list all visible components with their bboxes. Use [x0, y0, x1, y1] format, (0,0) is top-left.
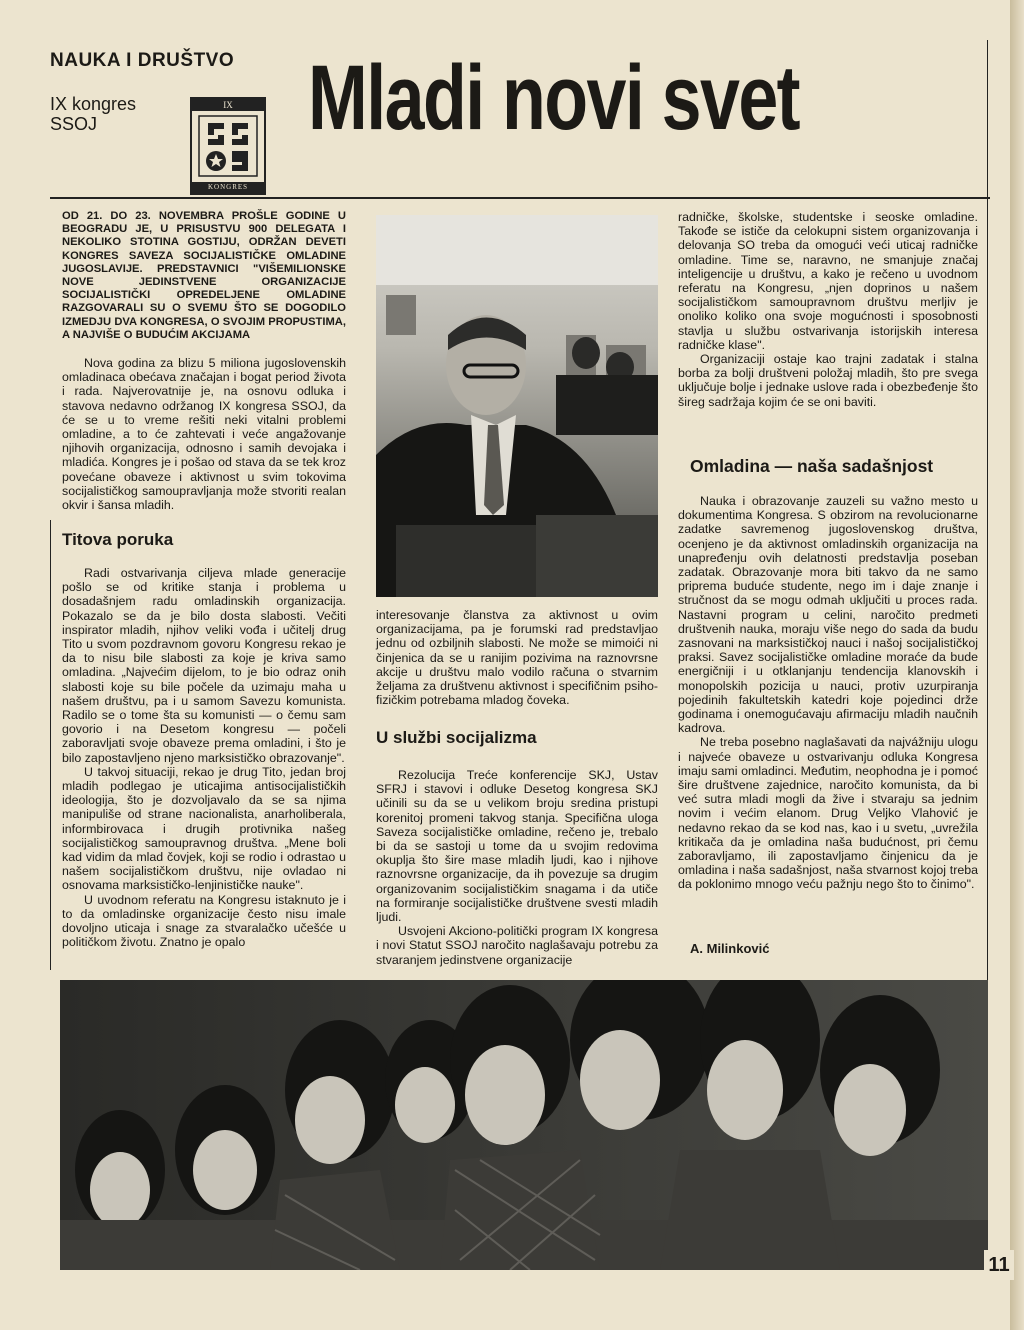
column-2	[376, 608, 658, 707]
col2-paragraph-2: Rezolucija Treće konferencije SKJ, Ustav SFRJ i stavovi i odluke Desetog kongresa SKJ učinili su da se u velikom broju sredina pristupi korenitoj promeni takvog stanja. Specifična uloga Saveza socijalističke omladine, rečeno je, trebalo bi da se sastoji u tome da u svojim redovima okuplja što šire mase mladih ljudi, kao i njihove raznovrsne organizacije, da ih povezuje sa drugim organizovanim socijalističkim snagama i da utiče na formiranje socijalističke društvene svesti mladih ljudi.	[376, 768, 658, 925]
col1-paragraph-4: U uvodnom referatu na Kongresu istaknuto je i to da omladinske organizacije često nisu imale dovoljno uticaja i snage za stvaralačko učešće u političkom životu. Znatno je opalo	[62, 892, 346, 950]
col1-paragraph-1: Nova godina za blizu 5 miliona jugoslovenskih omladinaca obećava značajan i bogat period života i rada. Najverovatnije je, na osnovu odluka i stavova nedavno održanog IX kongresa SSOJ, da će se u to vreme rešiti neki vitalni problemi omladine, a to će zahtevati i veće angažovanje njihovih organizacija, odnosno i samih devojaka i mladića. Kongres je i pošao od stava da se tek kroz povećane obaveze i aktivnost u svim tokovima socijalističkog samoupravljanja može stvoriti realan okvir i šansa mladih.	[62, 356, 346, 513]
page-number: 11	[984, 1250, 1014, 1280]
col3-paragraph-1: radničke, školske, studentske i seoske omladine. Takođe se ističe da celokupni sistem organizovanja i delovanja SO treba da omogući veći uticaj radničke omladine. Time se, naravno, ne smanjuje značaj inteligencije u društvu, a kako je rečeno u uvodnom referatu na Kongresu, „njen doprinos u našem socijalističkom samoupravnom društvu merljiv je onoliko koliko ona svoje mogućnosti i sposobnosti stavlja u službu ostvarivanja istorijskih interesa radničke klase".	[678, 210, 978, 352]
subhead-omladina-nasa-sadasnjost: Omladina — naša sadašnjost	[690, 456, 934, 476]
page-spine	[1010, 0, 1024, 1330]
tito-speaking-photo	[376, 215, 658, 597]
photo-image	[376, 215, 658, 597]
col2-paragraph-1: interesovanje članstva za aktivnost u ovim organizacijama, pa je forumski rad predstavljao jednu od ozbiljnih slabosti. Ne može se mimoići ni činjenica da se u ranijim pozivima na raznovrsne akcije u društvu malo vodilo računa o stvarnim željama za društvenu aktivnost i specifičnim psiho-fizičkim potrebama mladog čoveka.	[376, 608, 658, 708]
col3-paragraph-2: Organizaciji ostaje kao trajni zadatak i stalna borba za bolji društveni položaj mladih, što pre svega uključuje bolje i jednake uslove rada i obezbeđenje što šireg sadržaja kojim će se oni baviti.	[678, 352, 978, 409]
left-border-rule	[50, 520, 51, 970]
col1-paragraph-2: Radi ostvarivanja ciljeva mlade generacije pošlo se od kritike stanja i problema u dosadašnjem radu omladinskih organizacija. Pokazalo se da je bilo dosta slabosti. Večiti inspirator mladih, njihov veliki vođa i učitelj drug Tito u svom pozdravnom govoru Kongresu rekao je da to nisu bile slabosti za koje je kriva samo omladina. „Najvećim dijelom, to je bio odraz onih slabosti koje su bile počele da uzimaju maha u našem društvu, pa i u samom Savezu komunista. Radilo se o tome šta su komunisti — o čemu sam govorio i na Desetom kongresu — počeli zaboravljati svoje obaveze prema omladini, i što je bilo zapostavljeno njeno marksističko obrazovanje".	[62, 566, 346, 765]
col3-paragraph-3: Nauka i obrazovanje zauzeli su važno mesto u dokumentima Kongresa. S obzirom na revolucionarne zadatke savremenog jugoslovenskog društva, ocenjeno je da aktivnost omladinskih organizacija na unapređenju ovih delatnosti predstavlja poseban zadatak. Obrazovanje mora biti takvo da ne samo priprema buduće studente, nego im i daje znanje i stručnost da se mogu odmah uključiti u proces rada. Nastavni program u celini, naročito predmeti društvenih nauka, moraju više nego do sada da budu zasnovani na marksističkoj nauci i našoj socijalističkoj praksi. Savez socijalističke omladine moraće da bude energičniji i u otklanjanju tendencija klanovskih i monopolskih pozicija u nauci, protiv uzurpiranja pojedinih fakultetskih katedri koje pojedinci drže godinama i onemogućavaju afirmaciju mladih naučnih kadrova.	[678, 494, 978, 736]
column-2-lower	[376, 768, 658, 967]
section-label: NAUKA I DRUŠTVO	[50, 50, 235, 71]
emblem-bottom-label: KONGRES	[192, 182, 264, 193]
emblem-top-label: IX	[192, 99, 264, 111]
young-delegates-photo	[60, 980, 988, 1270]
congress-emblem	[190, 97, 266, 195]
emblem-monogram-icon	[198, 115, 258, 177]
column-3	[678, 210, 978, 409]
author-signature: A. Milinković	[690, 941, 770, 956]
column-1	[62, 210, 346, 512]
lead-paragraph: OD 21. DO 23. NOVEMBRA PROŠLE GODINE U BEOGRADU JE, U PRISUSTVU 900 DELEGATA I NEKOLIKO STOTINA GOSTIJU, ODRŽAN DEVETI KONGRES SAVEZA SOCIJALISTIČKE OMLADINE JUGOSLAVIJE. PREDSTAVNICI "VIŠEMILIONSKE NOVE JEDINSTVENE ORGANIZACIJE SOCIJALISTIČKI OPREDELJENE OMLADINE RAZGOVARALI SU O SVEMU ŠTO SE DOGODILO IZMEDJU DVA KONGRESA, O SVOJIM PROPUSTIMA, A NAJVIŠE O BUDUĆIM AKCIJAMA	[62, 210, 346, 341]
col3-paragraph-4: Ne treba posebno naglašavati da najvážniju ulogu i najveće obaveze u ostvarivanju odluka Kongresa imaju sami omladinci. Međutim, neophodna je i pomoć šire društvene zajednice, naročito komunista, da bi već sutra mladi mogli da žive i stvaraju sa jednim novim i većim elanom. Drug Veljko Vlahović je nedavno rekao da se kod nas, kao i u svetu, „uvrežila kritikača da je omladina naša budućnost, pri čemu zaboravljamo, ili zapostavljamo činjenicu da je omladina i naša sadašnjost, naša stvarnost kojoj treba da poklonimo mnogo veću pažnju nego što to činimo".	[678, 735, 978, 892]
subhead-titova-poruka: Titova poruka	[62, 530, 174, 549]
col1-paragraph-3: U takvoj situaciji, rekao je drug Tito, jedan broj mladih podlegao je uticajima antisocijalističkih ideologija, što je dozvoljavalo da se sa njima manipuliše od strane nacionalista, anarholiberala, informbirovaca i drugih protivnika našeg socijalističkog samoupravnog društva. „Mene boli kad vidim da mlad čovjek, koji se rodio i odrastao u našem socijalističkom društvu, nije ovladao ni osnovama marksističko-lenjinističke nauke".	[62, 764, 346, 893]
col2-paragraph-3: Usvojeni Akciono-politički program IX kongresa i novi Statut SSOJ naročito naglašavaju potrebu za stvaranjem jedinstvene organizacije	[376, 924, 658, 967]
kongres-label: IX kongres SSOJ	[50, 94, 137, 134]
photo-image	[60, 980, 988, 1270]
headline: Mladi novi svet	[308, 47, 800, 149]
column-3-lower	[678, 494, 978, 892]
subhead-u-sluzbi-socijalizma: U službi socijalizma	[376, 728, 537, 747]
column-1-lower	[62, 566, 346, 949]
header-divider	[50, 197, 990, 199]
